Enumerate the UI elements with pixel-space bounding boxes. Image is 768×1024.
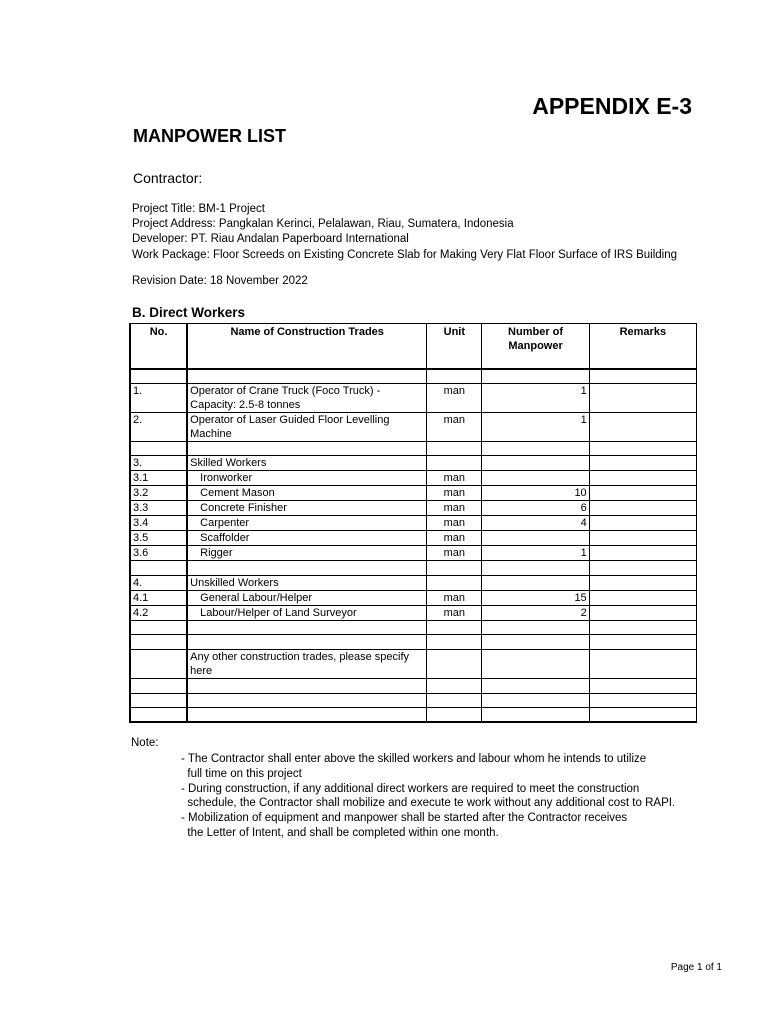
table-row	[130, 486, 697, 501]
table-row	[130, 516, 697, 531]
cell-trade: Skilled Workers	[187, 456, 427, 471]
cell-no	[130, 620, 187, 635]
cell-trade: General Labour/Helper	[187, 590, 427, 605]
note-line: - During construction, if any additional direct workers are required to meet the construction	[181, 782, 640, 795]
header-manpower-line2: Manpower	[508, 340, 563, 352]
cell-no: 3.6	[130, 546, 187, 561]
cell-remarks	[589, 369, 696, 384]
cell-count	[482, 369, 589, 384]
cell-unit: man	[427, 605, 482, 620]
manpower-table	[129, 323, 697, 723]
cell-trade: Cement Mason	[187, 486, 427, 501]
cell-trade	[187, 678, 427, 693]
table-row	[130, 649, 697, 678]
cell-unit	[427, 620, 482, 635]
cell-no: 4.1	[130, 590, 187, 605]
cell-trade: Ironworker	[187, 471, 427, 486]
table-row	[130, 546, 697, 561]
cell-no: 3.2	[130, 486, 187, 501]
notes-list	[181, 752, 721, 841]
cell-remarks	[589, 575, 696, 590]
cell-unit	[427, 708, 482, 723]
cell-no: 3.5	[130, 531, 187, 546]
table-row	[130, 383, 697, 412]
header-remarks: Remarks	[589, 324, 696, 369]
cell-count	[482, 561, 589, 576]
cell-trade	[187, 635, 427, 650]
cell-no: 4.2	[130, 605, 187, 620]
table-header-row	[130, 324, 697, 369]
cell-unit	[427, 678, 482, 693]
cell-remarks	[589, 471, 696, 486]
cell-count	[482, 635, 589, 650]
cell-unit	[427, 693, 482, 708]
table-row	[130, 456, 697, 471]
cell-unit	[427, 635, 482, 650]
cell-no	[130, 441, 187, 456]
table-row	[130, 531, 697, 546]
note-line: - The Contractor shall enter above the skilled workers and labour whom he intends to utilize	[181, 753, 647, 765]
cell-trade	[187, 708, 427, 723]
cell-remarks	[589, 649, 696, 678]
cell-count	[482, 708, 589, 723]
cell-unit	[427, 441, 482, 456]
cell-count: 2	[482, 605, 589, 620]
note-line: full time on this project	[181, 767, 302, 780]
header-manpower-line1: Number of	[508, 326, 564, 338]
cell-count: 1	[482, 383, 589, 412]
cell-trade	[187, 620, 427, 635]
cell-remarks	[589, 546, 696, 561]
cell-no: 3.1	[130, 471, 187, 486]
cell-count: 15	[482, 590, 589, 605]
cell-unit: man	[427, 412, 482, 441]
cell-count	[482, 693, 589, 708]
cell-remarks	[589, 412, 696, 441]
note-line: the Letter of Intent, and shall be completed within one month.	[181, 826, 499, 839]
work-package-line: Work Package: Floor Screeds on Existing Concrete Slab for Making Very Flat Floor Surface of IRS Building	[132, 248, 678, 261]
table-row	[130, 635, 697, 650]
table-row	[130, 561, 697, 576]
cell-trade: Rigger	[187, 546, 427, 561]
cell-unit: man	[427, 471, 482, 486]
header-no: No.	[130, 324, 187, 369]
table-row	[130, 369, 697, 384]
cell-unit	[427, 649, 482, 678]
section-title: B. Direct Workers	[132, 305, 246, 320]
cell-count	[482, 620, 589, 635]
table-row	[130, 590, 697, 605]
cell-trade: Any other construction trades, please specify here	[187, 649, 427, 678]
cell-trade	[187, 369, 427, 384]
cell-unit	[427, 575, 482, 590]
cell-trade: Carpenter	[187, 516, 427, 531]
cell-count: 4	[482, 516, 589, 531]
page-indicator: Page 1 of 1	[670, 962, 722, 973]
cell-count	[482, 441, 589, 456]
cell-remarks	[589, 620, 696, 635]
cell-unit	[427, 561, 482, 576]
table-row	[130, 441, 697, 456]
note-label: Note:	[131, 737, 159, 749]
developer-line: Developer: PT. Riau Andalan Paperboard International	[132, 233, 409, 246]
cell-trade	[187, 441, 427, 456]
cell-unit	[427, 369, 482, 384]
cell-trade: Operator of Crane Truck (Foco Truck) - Capacity: 2.5-8 tonnes	[187, 383, 427, 412]
table-row	[130, 708, 697, 723]
cell-remarks	[589, 708, 696, 723]
cell-trade: Unskilled Workers	[187, 575, 427, 590]
table-row	[130, 471, 697, 486]
table-row	[130, 575, 697, 590]
table-row	[130, 501, 697, 516]
cell-remarks	[589, 531, 696, 546]
table-row	[130, 693, 697, 708]
contractor-label: Contractor:	[133, 170, 203, 186]
cell-remarks	[589, 635, 696, 650]
note-line: - Mobilization of equipment and manpower shall be started after the Contractor receives	[181, 812, 628, 825]
cell-no: 3.4	[130, 516, 187, 531]
cell-unit: man	[427, 486, 482, 501]
cell-trade	[187, 693, 427, 708]
cell-no	[130, 561, 187, 576]
cell-no	[130, 708, 187, 723]
cell-remarks	[589, 486, 696, 501]
table-row	[130, 412, 697, 441]
cell-unit: man	[427, 531, 482, 546]
cell-remarks	[589, 561, 696, 576]
note-line: schedule, the Contractor shall mobilize and execute te work without any additional cost to RAPI.	[181, 797, 676, 810]
cell-remarks	[589, 383, 696, 412]
cell-unit	[427, 456, 482, 471]
header-trade: Name of Construction Trades	[187, 324, 427, 369]
appendix-heading: APPENDIX E-3	[532, 93, 692, 119]
cell-count	[482, 649, 589, 678]
cell-count: 6	[482, 501, 589, 516]
project-title-line: Project Title: BM-1 Project	[132, 203, 265, 215]
cell-no	[130, 678, 187, 693]
cell-remarks	[589, 693, 696, 708]
project-address-line: Project Address: Pangkalan Kerinci, Pelalawan, Riau, Sumatera, Indonesia	[132, 218, 514, 231]
table-row	[130, 678, 697, 693]
cell-count	[482, 471, 589, 486]
cell-remarks	[589, 516, 696, 531]
cell-unit: man	[427, 501, 482, 516]
cell-no	[130, 693, 187, 708]
cell-trade: Operator of Laser Guided Floor Levelling Machine	[187, 412, 427, 441]
cell-no: 3.3	[130, 501, 187, 516]
cell-remarks	[589, 456, 696, 471]
cell-count	[482, 456, 589, 471]
revision-date: Revision Date: 18 November 2022	[132, 275, 308, 287]
cell-trade: Scaffolder	[187, 531, 427, 546]
cell-no	[130, 369, 187, 384]
cell-no: 4.	[130, 575, 187, 590]
cell-count	[482, 575, 589, 590]
cell-trade	[187, 561, 427, 576]
cell-remarks	[589, 441, 696, 456]
cell-no	[130, 635, 187, 650]
header-unit: Unit	[427, 324, 482, 369]
cell-trade: Labour/Helper of Land Surveyor	[187, 605, 427, 620]
cell-no: 1.	[130, 383, 187, 412]
cell-remarks	[589, 501, 696, 516]
cell-count: 10	[482, 486, 589, 501]
cell-remarks	[589, 678, 696, 693]
cell-remarks	[589, 590, 696, 605]
cell-unit: man	[427, 546, 482, 561]
cell-no	[130, 649, 187, 678]
cell-remarks	[589, 605, 696, 620]
table-row	[130, 605, 697, 620]
cell-count	[482, 678, 589, 693]
cell-unit: man	[427, 516, 482, 531]
page-title: MANPOWER LIST	[133, 126, 286, 146]
cell-count: 1	[482, 546, 589, 561]
table-row	[130, 620, 697, 635]
cell-count	[482, 531, 589, 546]
header-manpower	[482, 324, 589, 369]
cell-count: 1	[482, 412, 589, 441]
cell-no: 3.	[130, 456, 187, 471]
cell-unit: man	[427, 590, 482, 605]
cell-trade: Concrete Finisher	[187, 501, 427, 516]
cell-no: 2.	[130, 412, 187, 441]
project-info	[132, 202, 677, 263]
cell-unit: man	[427, 383, 482, 412]
